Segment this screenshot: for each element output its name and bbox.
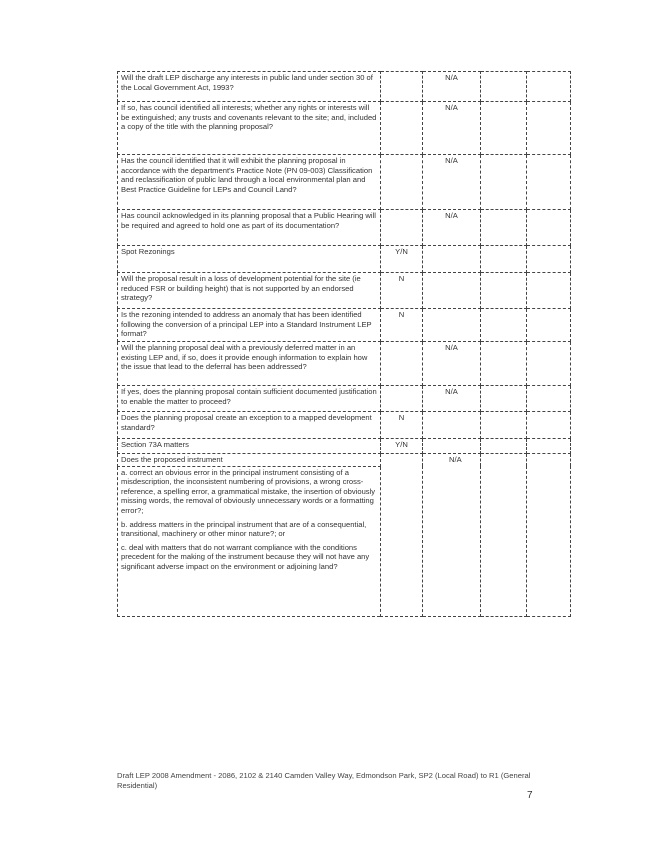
not-applicable-cell bbox=[423, 309, 481, 342]
sub-item-b: b. address matters in the principal instrument that are of a consequential, transitional, machinery or other minor nature?; or bbox=[121, 519, 367, 539]
question-cell: Will the planning proposal deal with a previously deferred matter in an existing LEP and, if so, does it provide enough information to explain how the issue that lead to the deferral has been addressed? bbox=[118, 342, 381, 386]
table-row bbox=[118, 412, 571, 439]
blank-cell bbox=[527, 102, 571, 155]
table-row bbox=[118, 342, 571, 386]
blank-cell bbox=[481, 439, 527, 454]
not-applicable-cell: N/A bbox=[423, 210, 481, 246]
not-applicable-cell: N/A bbox=[423, 72, 481, 102]
question-cell: If yes, does the planning proposal contain sufficient documented justification to enable the matter to proceed? bbox=[118, 386, 381, 412]
table-row bbox=[118, 210, 571, 246]
yes-no-cell bbox=[381, 155, 423, 210]
page-number: 7 bbox=[527, 790, 533, 801]
table-row bbox=[118, 386, 571, 412]
blank-cell bbox=[527, 412, 571, 439]
question-cell: Will the draft LEP discharge any interests in public land under section 30 of the Local Government Act, 1993? bbox=[118, 72, 381, 102]
sub-item-c: c. deal with matters that do not warrant compliance with the conditions precedent for the making of the instrument because they will not have any significant adverse impact on the environment or adjoining land? bbox=[121, 542, 370, 571]
blank-cell bbox=[527, 439, 571, 454]
yes-no-cell: Y/N bbox=[381, 246, 423, 273]
not-applicable-cell: N/A bbox=[423, 454, 481, 617]
not-applicable-cell: N/A bbox=[423, 155, 481, 210]
not-applicable-cell bbox=[423, 439, 481, 454]
blank-cell bbox=[527, 273, 571, 309]
not-applicable-cell: N/A bbox=[423, 342, 481, 386]
blank-cell bbox=[481, 210, 527, 246]
blank-cell bbox=[481, 342, 527, 386]
table-row bbox=[118, 102, 571, 155]
blank-cell bbox=[481, 246, 527, 273]
yes-no-cell: N bbox=[381, 309, 423, 342]
not-applicable-cell bbox=[423, 273, 481, 309]
document-footer: Draft LEP 2008 Amendment - 2086, 2102 & 2140 Camden Valley Way, Edmondson Park, SP2 (Local Road) to R1 (General Residential) bbox=[117, 771, 531, 790]
planning-checklist-table bbox=[117, 71, 571, 617]
blank-cell bbox=[481, 155, 527, 210]
question-cell: Is the rezoning intended to address an anomaly that has been identified following the conversion of a principal LEP into a Standard Instrument LEP format? bbox=[118, 309, 381, 342]
question-cell bbox=[118, 466, 381, 616]
not-applicable-cell bbox=[423, 412, 481, 439]
question-cell: Does the proposed instrument bbox=[118, 454, 381, 467]
question-cell: Has the council identified that it will exhibit the planning proposal in accordance with the department's Practice Note (PN 09-003) Classification and reclassification of public land through a local environmental plan and Best Practice Guideline for LEPs and Council Land? bbox=[118, 155, 381, 210]
blank-cell bbox=[527, 72, 571, 102]
yes-no-cell: Y/N bbox=[381, 439, 423, 454]
blank-cell bbox=[527, 386, 571, 412]
blank-cell bbox=[481, 386, 527, 412]
section-heading-cell: Section 73A matters bbox=[118, 439, 381, 454]
yes-no-cell bbox=[381, 72, 423, 102]
table-row bbox=[118, 246, 571, 273]
blank-cell bbox=[481, 273, 527, 309]
table-row bbox=[118, 439, 571, 454]
yes-no-cell: N bbox=[381, 412, 423, 439]
table-row bbox=[118, 309, 571, 342]
yes-no-cell bbox=[381, 102, 423, 155]
blank-cell bbox=[481, 454, 527, 617]
sub-item-a: a. correct an obvious error in the principal instrument consisting of a misdescription, the inconsistent numbering of provisions, a wrong cross-reference, a spelling error, a grammatical mistake, the insertion of obviously missing words, the removal of obviously unnecessary words or a formatting error?; bbox=[121, 467, 376, 515]
blank-cell bbox=[481, 102, 527, 155]
blank-cell bbox=[527, 309, 571, 342]
not-applicable-cell: N/A bbox=[423, 102, 481, 155]
blank-cell bbox=[527, 342, 571, 386]
question-cell: Does the planning proposal create an exception to a mapped development standard? bbox=[118, 412, 381, 439]
table-row bbox=[118, 454, 571, 467]
blank-cell bbox=[481, 412, 527, 439]
table-row bbox=[118, 273, 571, 309]
yes-no-cell bbox=[381, 342, 423, 386]
section-heading-cell: Spot Rezonings bbox=[118, 246, 381, 273]
yes-no-cell bbox=[381, 210, 423, 246]
blank-cell bbox=[527, 246, 571, 273]
yes-no-cell bbox=[381, 386, 423, 412]
question-cell: Will the proposal result in a loss of development potential for the site (ie reduced FSR or building height) that is not supported by an endorsed strategy? bbox=[118, 273, 381, 309]
yes-no-cell bbox=[381, 454, 423, 617]
question-cell: Has council acknowledged in its planning proposal that a Public Hearing will be required and agreed to hold one as part of its documentation? bbox=[118, 210, 381, 246]
table-row bbox=[118, 155, 571, 210]
not-applicable-cell: N/A bbox=[423, 386, 481, 412]
not-applicable-cell bbox=[423, 246, 481, 273]
blank-cell bbox=[481, 72, 527, 102]
blank-cell bbox=[527, 155, 571, 210]
blank-cell bbox=[527, 210, 571, 246]
yes-no-cell: N bbox=[381, 273, 423, 309]
blank-cell bbox=[527, 454, 571, 617]
table-row bbox=[118, 72, 571, 102]
blank-cell bbox=[481, 309, 527, 342]
question-cell: If so, has council identified all interests; whether any rights or interests will be extinguished; any trusts and covenants relevant to the site; and, included a copy of the title with the planning proposal? bbox=[118, 102, 381, 155]
